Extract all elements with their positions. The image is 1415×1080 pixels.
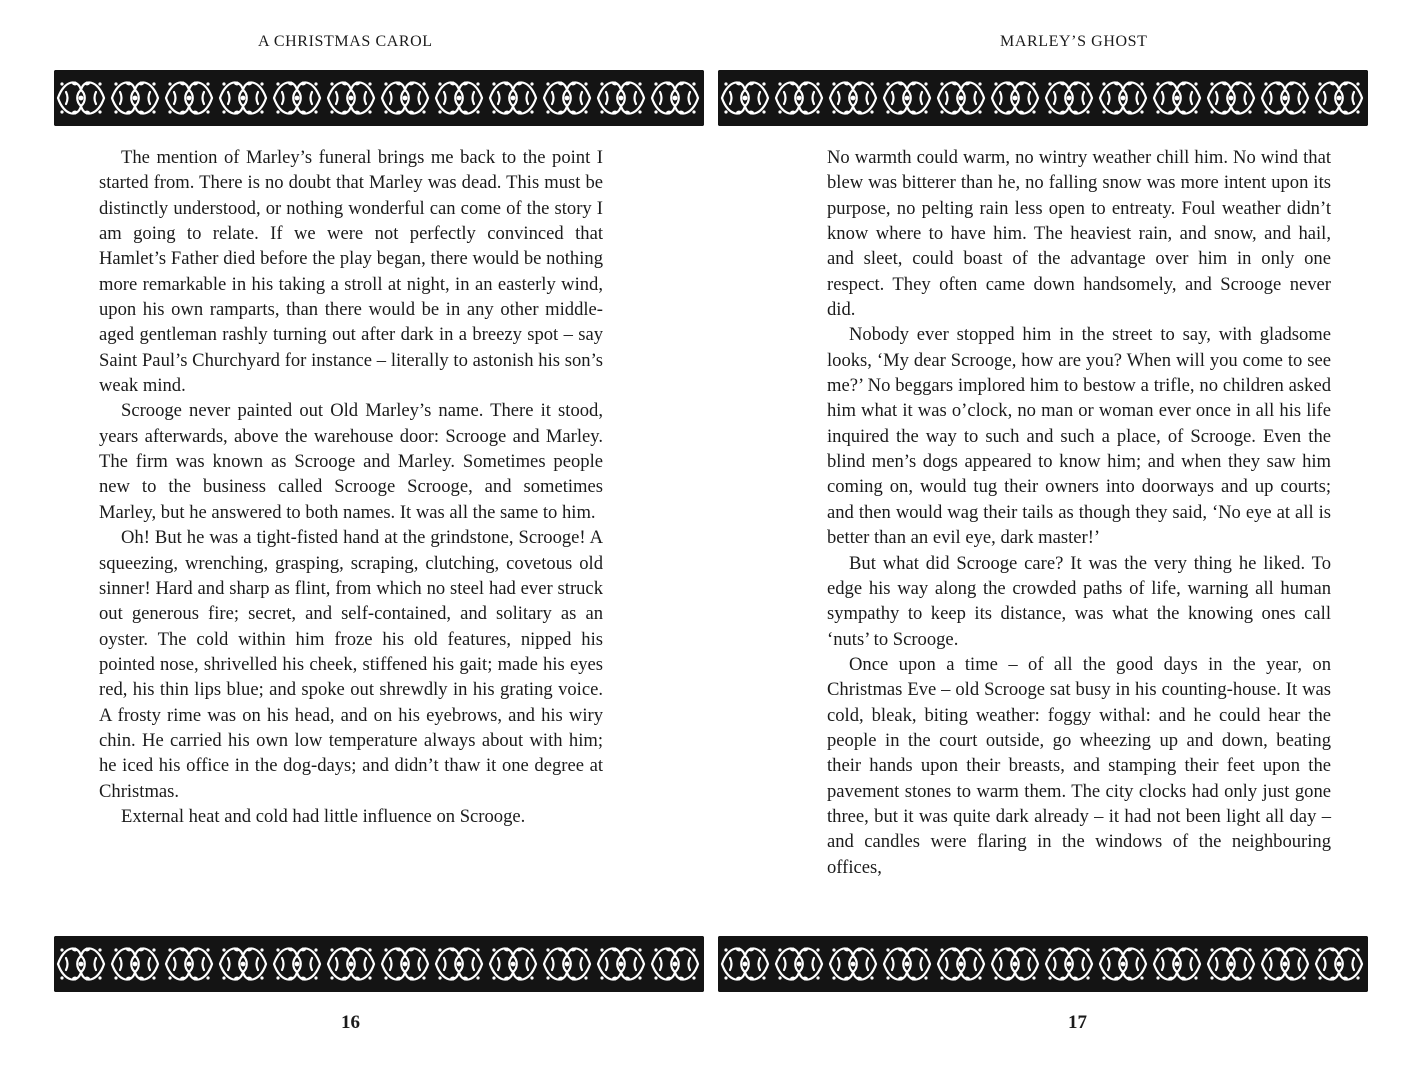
running-head: A CHRISTMAS CAROL xyxy=(258,33,433,50)
paragraph: Once upon a time – of all the good days in the year, on Christmas Eve – old Scrooge sat busy in his counting-house. It was cold, bleak, biting weather: foggy withal: and he could hear the people in the court outside, go wheezing up and down, beating their hands upon their breasts, and stamping their feet upon the pavement stones to warm them. The city clocks had only just gone three, but it was quite dark already – it had not been light all day – and candles were flaring in the windows of the neighbouring offices, xyxy=(827,653,1331,878)
paragraph-continuation: No warmth could warm, no wintry weather chill him. No wind that blew was bitterer than he, no falling snow was more intent upon its purpose, no pelting rain less open to entreaty. Foul weather didn’t know where to have him. The heaviest rain, and snow, and hail, and sleet, could boast of the advantage over him in only one respect. They often came down handsomely, and Scrooge never did. xyxy=(827,147,1331,321)
running-head: MARLEY’S GHOST xyxy=(1000,33,1148,50)
body-text xyxy=(827,145,1331,880)
page-number: 17 xyxy=(1068,1012,1087,1033)
left-page xyxy=(0,0,707,1080)
page-number: 16 xyxy=(341,1012,360,1033)
paragraph: External heat and cold had little influence on Scrooge. xyxy=(121,805,526,827)
floral-border-top-icon xyxy=(718,70,1368,126)
floral-border-bottom-icon xyxy=(718,936,1368,992)
paragraph: Oh! But he was a tight-fisted hand at the grindstone, Scrooge! A squeezing, wrenching, grasping, scraping, clutching, covetous old sinner! Hard and sharp as flint, from which no steel had ever struck out generous fire; secret, and self-contained, and solitary as an oyster. The cold within him froze his old features, nipped his pointed nose, shrivelled his cheek, stiffened his gait; made his eyes red, his thin lips blue; and spoke out shrewdly in his grating voice. A frosty rime was on his head, and on his eyebrows, and his wiry chin. He carried his own low temperature always about with him; he iced his office in the dog-days; and didn’t thaw it one degree at Christmas. xyxy=(99,527,603,802)
floral-border-top-icon xyxy=(54,70,704,126)
paragraph: The mention of Marley’s funeral brings me back to the point I started from. There is no doubt that Marley was dead. This must be distinctly understood, or nothing wonderful can come of the story I am going to relate. If we were not perfectly convinced that Hamlet’s Father died before the play began, there would be nothing more remarkable in his taking a stroll at night, in an easterly wind, upon his own ramparts, than there would be in any other middle-aged gentleman rashly turning out after dark in a breezy spot – say Saint Paul’s Churchyard for instance – literally to astonish his son’s weak mind. xyxy=(99,147,603,397)
paragraph: Nobody ever stopped him in the street to say, with gladsome looks, ‘My dear Scrooge, how are you? When will you come to see me?’ No beggars implored him to bestow a trifle, no children asked him what it was o’clock, no man or woman ever once in all his life inquired the way to such and such a place, of Scrooge. Even the blind men’s dogs appeared to know him; and when they saw him coming on, would tug their owners into doorways and up courts; and then would wag their tails as though they said, ‘No eye at all is better than an evil eye, dark master!’ xyxy=(827,324,1331,549)
floral-border-bottom-icon xyxy=(54,936,704,992)
body-text xyxy=(99,145,603,829)
paragraph: Scrooge never painted out Old Marley’s name. There it stood, years afterwards, above the warehouse door: Scrooge and Marley. The firm was known as Scrooge and Marley. Sometimes people new to the business called Scrooge Scrooge, and sometimes Marley, but he answered to both names. It was all the same to him. xyxy=(99,400,603,523)
right-page xyxy=(708,0,1415,1080)
paragraph: But what did Scrooge care? It was the very thing he liked. To edge his way along the crowded paths of life, warning all human sympathy to keep its distance, was what the knowing ones call ‘nuts’ to Scrooge. xyxy=(827,552,1331,650)
